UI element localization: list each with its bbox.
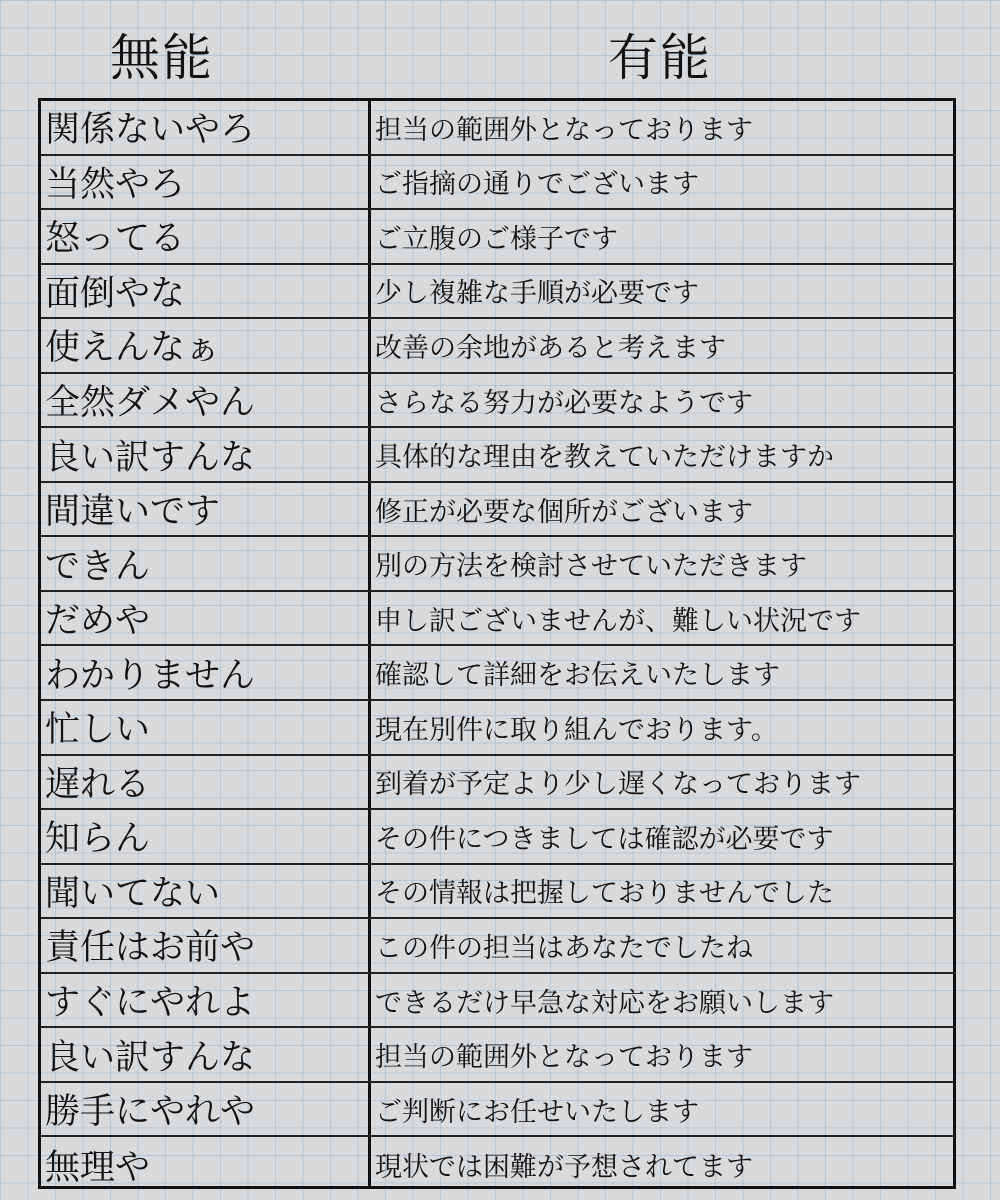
table-row: [41, 156, 953, 211]
table-row: [41, 974, 953, 1029]
competent-phrase: その件につきましては確認が必要です: [375, 823, 834, 855]
table-row: [41, 210, 953, 265]
competent-phrase: 現状では困難が予想されてます: [375, 1152, 753, 1184]
table-row: [41, 1028, 953, 1083]
competent-phrase: さらなる努力が必要なようです: [375, 387, 753, 419]
table-row: [41, 646, 953, 701]
competent-phrase: 到着が予定より少し遅くなっております: [375, 769, 861, 801]
table-row: [41, 374, 953, 429]
incompetent-phrase: 知らん: [45, 819, 151, 860]
competent-phrase: その情報は把握しておりませんでした: [375, 878, 834, 910]
incompetent-phrase: 使えんなぁ: [45, 328, 221, 369]
incompetent-phrase: 良い訳すんな: [45, 437, 256, 478]
competent-phrase: ご立腹のご様子です: [375, 223, 618, 255]
table-row: [41, 265, 953, 320]
table-row: [41, 756, 953, 811]
competent-phrase: ご指摘の通りでございます: [375, 169, 699, 201]
incompetent-phrase: 良い訳すんな: [45, 1037, 256, 1078]
table-row: [41, 1137, 953, 1192]
competent-phrase: この件の担当はあなたでしたね: [375, 932, 753, 964]
competent-phrase: 改善の余地があると考えます: [375, 332, 726, 364]
incompetent-phrase: 責任はお前や: [45, 928, 256, 969]
competent-phrase: 別の方法を検討させていただきます: [375, 551, 807, 583]
incompetent-phrase: 無理や: [45, 1147, 151, 1188]
incompetent-phrase: すぐにやれよ: [45, 983, 256, 1024]
competent-phrase: 確認して詳細をお伝えいたします: [375, 660, 780, 692]
incompetent-phrase: 関係ないやろ: [45, 110, 256, 151]
table-row: [41, 319, 953, 374]
competent-phrase: 申し訳ございませんが、難しい状況です: [375, 605, 861, 637]
incompetent-phrase: 全然ダメやん: [45, 383, 256, 423]
table-row: [41, 865, 953, 920]
competent-phrase: 具体的な理由を教えていただけますか: [375, 442, 834, 474]
incompetent-phrase: 忙しい: [45, 710, 151, 751]
competent-phrase: できるだけ早急な対応をお願いします: [375, 987, 834, 1019]
incompetent-phrase: 遅れる: [45, 764, 151, 805]
table-row: [41, 919, 953, 974]
competent-phrase: 担当の範囲外となっております: [375, 1042, 753, 1074]
table-row: [41, 101, 953, 156]
incompetent-phrase: だめや: [45, 601, 151, 642]
table-row: [41, 483, 953, 538]
incompetent-phrase: 当然やろ: [45, 164, 186, 205]
table-row: [41, 701, 953, 756]
header-incompetent: 無能: [110, 29, 214, 87]
table-row: [41, 428, 953, 483]
incompetent-phrase: できん: [45, 546, 151, 587]
competent-phrase: 少し複雑な手順が必要です: [375, 278, 699, 310]
incompetent-phrase: わかりません: [45, 655, 256, 696]
incompetent-phrase: 勝手にやれや: [45, 1092, 256, 1133]
competent-phrase: 現在別件に取り組んでおります。: [375, 714, 778, 746]
incompetent-phrase: 間違いです: [45, 492, 221, 533]
table-row: [41, 537, 953, 592]
incompetent-phrase: 聞いてない: [45, 873, 221, 914]
table-row: [41, 810, 953, 865]
competent-phrase: 修正が必要な個所がございます: [375, 496, 753, 528]
phrase-table: [38, 98, 956, 1189]
competent-phrase: 担当の範囲外となっております: [375, 114, 753, 146]
table-row: [41, 592, 953, 647]
competent-phrase: ご判断にお任せいたします: [375, 1096, 699, 1128]
incompetent-phrase: 面倒やな: [45, 273, 186, 314]
table-row: [41, 1083, 953, 1138]
incompetent-phrase: 怒ってる: [45, 219, 186, 260]
header-competent: 有能: [608, 29, 712, 87]
